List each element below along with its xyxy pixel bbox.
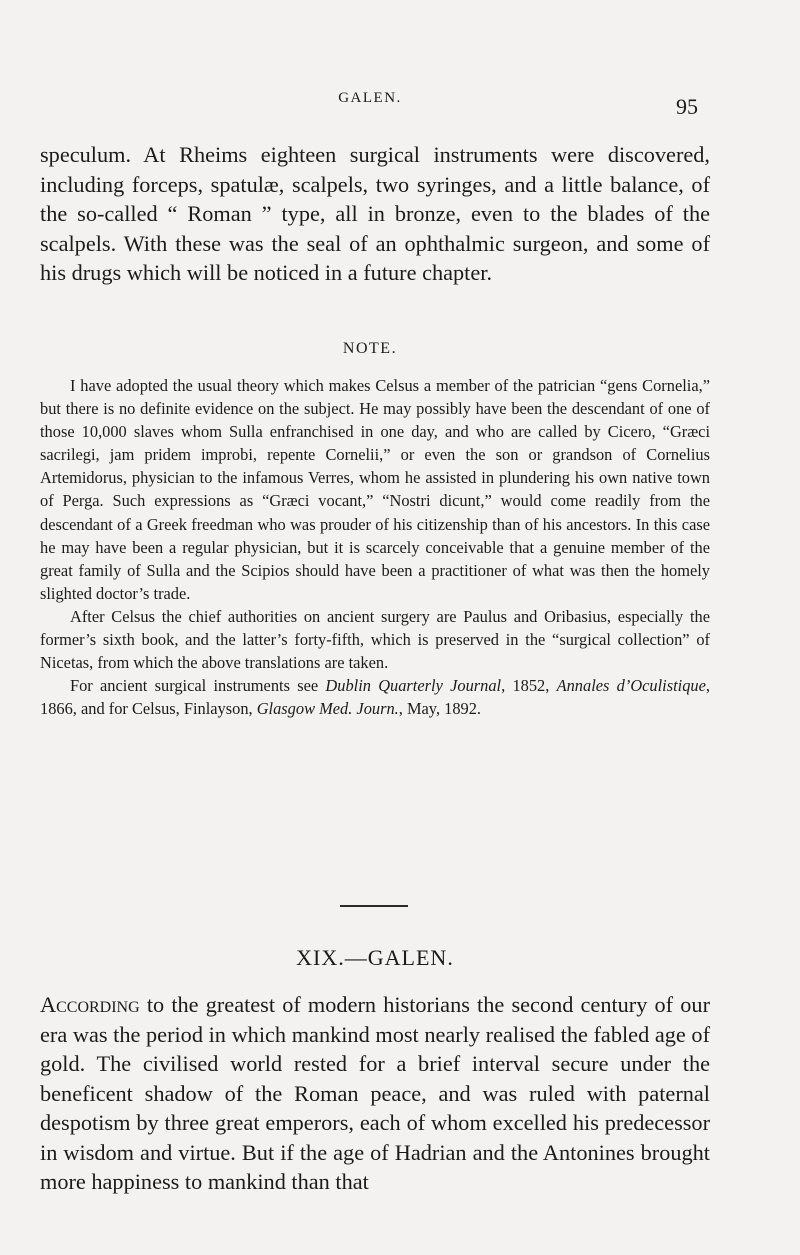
reference-text: For ancient surgical instruments see [70,676,326,696]
reference-text: , 1852, [501,676,557,696]
note-paragraph: I have adopted the usual theory which makes Celsus a member of the patrician “gens Cornelia,” but there is no definite evidence on the subject. He may possibly have been the descendant of one of those 10,000 slaves whom Sulla enfranchised in one day, and who are called by Cicero, “Græci sacrilegi, jam pridem improbi, repente Cornelii,” or even the son or grandson of Cornelius Artemidorus, physician to the infamous Verres, whom he assisted in plundering his own native town of Perga. Such expressions as “Græci vocant,” “Nostri dicunt,” would come readily from the descendant of a Greek freedman who was prouder of his citizenship than of his ancestors. In this case he may have been a regular physician, but it is scarcely conceivable that a genuine member of the great family of Sulla and the Scipios should have been a practitioner of what was then the homely slighted doctor’s trade. [40,376,710,603]
chapter-heading: XIX.—GALEN. [296,945,454,970]
chapter-text: to the greatest of modern historians the second century of our era was the period in which mankind most nearly realised the fabled age of gold. The civilised world rested for a brief interval secure under the beneficent shadow of the Roman peace, and was ruled with paternal despotism by three great emperors, each of whom excelled his predecessor in wisdom and virtue. But if the age of Hadrian and the Antonines brought more happiness to mankind than that [40,992,710,1194]
running-title: GALEN. [338,90,402,106]
chapter-first-word: According [40,992,140,1017]
page-number: 95 [676,94,698,119]
reference-text: , 1866, and for Celsus, Finlayson, [40,676,710,719]
note-paragraph-references [40,674,710,720]
note-section [40,374,710,720]
chapter-paragraph [40,990,710,1197]
section-divider [340,905,408,907]
journal-title: Annales d’Oculistique [556,676,706,696]
reference-text: , May, 1892. [398,699,482,719]
journal-title: Glasgow Med. Journ. [256,699,399,719]
note-paragraph: After Celsus the chief authorities on ancient surgery are Paulus and Oribasius, especially the former’s sixth book, and the latter’s forty-fifth, which is preserved in the “surgical collection” of Nicetas, from which the above translations are taken. [40,606,710,673]
journal-title: Dublin Quarterly Journal [325,676,502,696]
body-paragraph: speculum. At Rheims eighteen surgical instruments were discovered, including forceps, spatulæ, scalpels, two syringes, and a little balance, of the so-called “ Roman ” type, all in bronze, even to the blades of the scalpels. With these was the seal of an ophthalmic surgeon, and some of his drugs which will be noticed in a future chapter. [40,142,710,285]
note-heading: NOTE. [342,340,398,357]
